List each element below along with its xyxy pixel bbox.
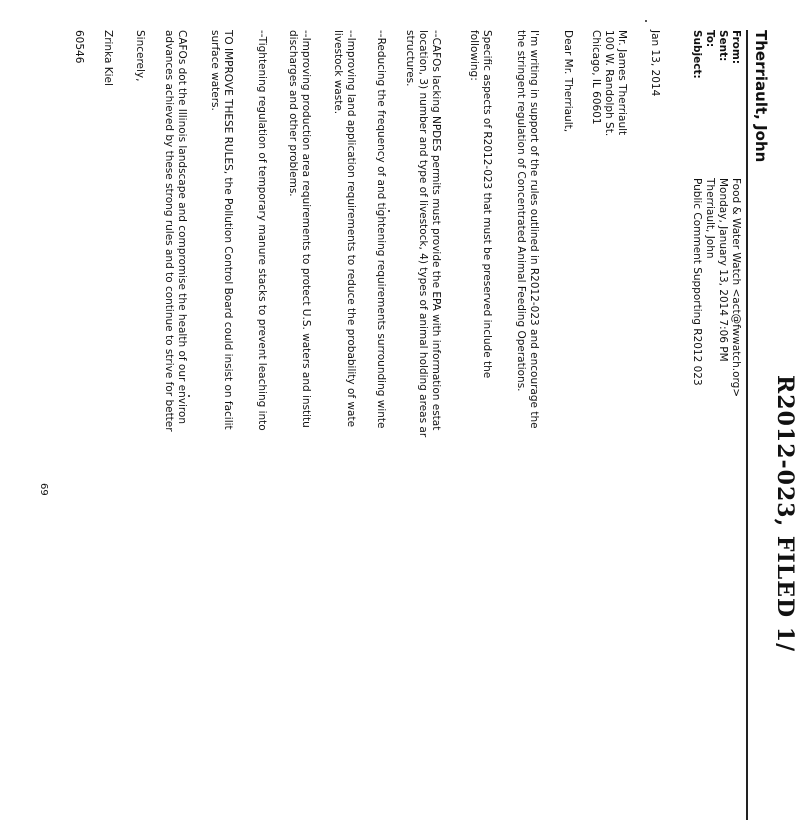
cafo-line-2: advances achieved by these strong rules and to continue to strive for better <box>163 30 175 432</box>
recipient-line-2: 100 W. Randolph St. <box>603 30 615 137</box>
header-divider <box>746 30 748 820</box>
signoff: Sincerely, <box>134 30 146 82</box>
letter-date: Jan 13, 2014 <box>649 30 661 97</box>
scan-speck <box>188 395 190 397</box>
subject-value: Public Comment Supporting R2012 023 <box>691 178 703 386</box>
bullet-4-line-1: --Improving production area requirements to protect U.S. waters and institu <box>300 30 312 428</box>
intro-line-2: the stringent regulation of Concentrated Animal Feeding Operations. <box>515 30 527 392</box>
from-label: From: <box>730 30 742 65</box>
closing-line-1: TO IMPROVE THESE RULES, the Pollution Control Board could insist on facilit <box>222 30 234 430</box>
sent-label: Sent: <box>717 30 729 62</box>
closing-line-2: surface waters. <box>209 30 221 111</box>
recipient-line-3: Chicago, IL 60601 <box>590 30 602 125</box>
scan-speck <box>388 210 390 212</box>
subject-label: Subject: <box>691 30 703 79</box>
recipient-line-1: Mr. James Therriault <box>616 30 628 136</box>
bullet-2-line-1: --Reducing the frequency of and tightening requirements surrounding winte <box>375 30 387 429</box>
bullet-1-line-3: structures. <box>404 30 416 87</box>
bullet-5-line-1: --Tightening regulation of temporary manure stacks to prevent leaching into <box>256 30 268 431</box>
to-value: Therriault, John <box>704 178 716 259</box>
bullet-4-line-2: discharges and other problems. <box>287 30 299 197</box>
page-number: 69 <box>38 483 49 496</box>
filing-stamp: R2012-023, FILED 1/ <box>772 375 798 653</box>
specific-line-2: following: <box>468 30 480 81</box>
bullet-1-line-2: location, 3) number and type of livestock, 4) types of animal holding areas ar <box>417 30 429 438</box>
scan-speck <box>645 20 647 22</box>
to-label: To: <box>704 30 716 48</box>
sender-name: Therriault, John <box>752 30 770 163</box>
signer-name: Zrinka Kiel <box>102 30 114 86</box>
cafo-line-1: CAFOs dot the Illinois landscape and compromise the health of our environ <box>176 30 188 425</box>
intro-line-1: I'm writing in support of the rules outlined in R2012-023 and encourage the <box>528 30 540 429</box>
from-value: Food & Water Watch <act@fwwatch.org> <box>730 178 742 398</box>
specific-line-1: Specific aspects of R2012-023 that must be preserved include the <box>481 30 493 379</box>
salutation: Dear Mr. Therriault, <box>562 30 574 133</box>
signer-zip: 60546 <box>73 30 85 64</box>
sent-value: Monday, January 13, 2014 7:06 PM <box>717 178 729 362</box>
bullet-1-line-1: --CAFOs lacking NPDES permits must provide the EPA with information estat <box>430 30 442 431</box>
bullet-3-line-2: livestock waste. <box>332 30 344 115</box>
bullet-3-line-1: --Improving land application requirements to reduce the probability of wate <box>345 30 357 428</box>
